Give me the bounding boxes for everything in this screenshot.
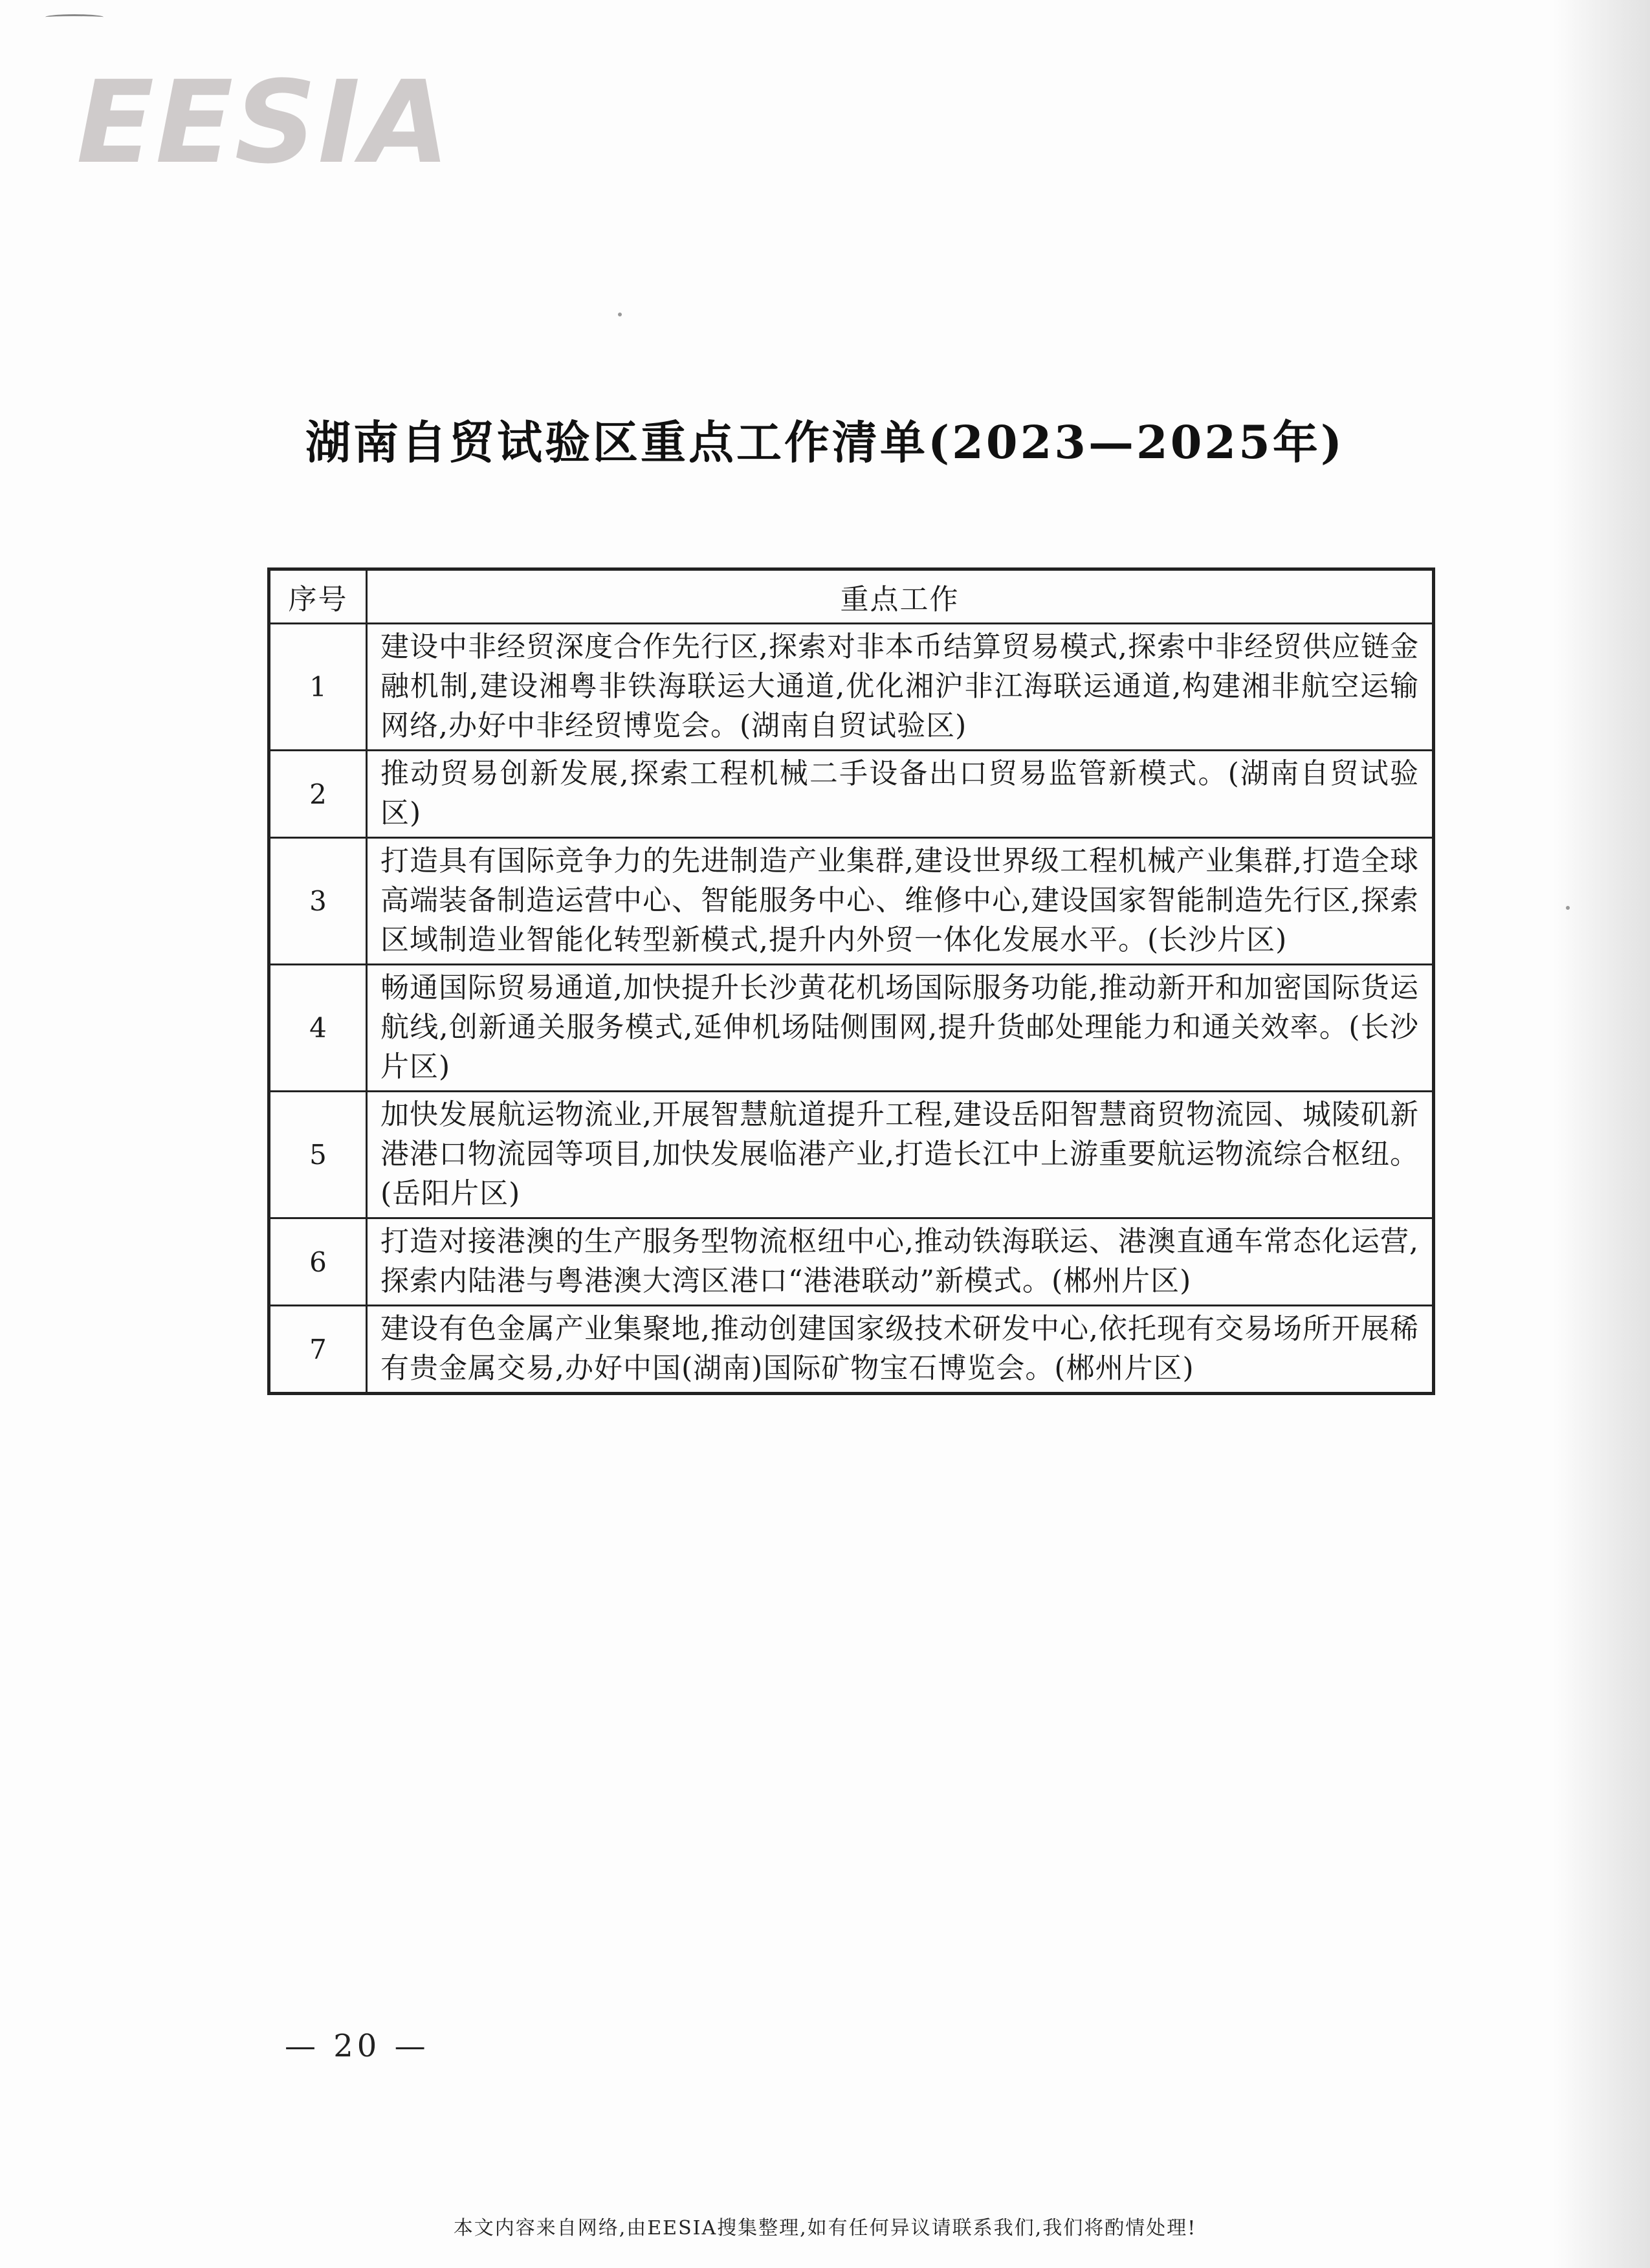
row-number: 7 [269, 1306, 367, 1394]
row-number: 4 [269, 965, 367, 1092]
table-row [269, 624, 1434, 751]
row-number: 2 [269, 751, 367, 838]
row-text: 打造具有国际竞争力的先进制造产业集群,建设世界级工程机械产业集群,打造全球高端装备制造运营中心、智能服务中心、维修中心,建设国家智能制造先行区,探索区域制造业智能化转型新模式,提升内外贸一体化发展水平。(长沙片区) [367, 838, 1434, 965]
row-text: 推动贸易创新发展,探索工程机械二手设备出口贸易监管新模式。(湖南自贸试验区) [367, 751, 1434, 838]
row-text: 加快发展航运物流业,开展智慧航道提升工程,建设岳阳智慧商贸物流园、城陵矶新港港口物流园等项目,加快发展临港产业,打造长江中上游重要航运物流综合枢纽。(岳阳片区) [367, 1092, 1434, 1218]
scan-speck [618, 313, 622, 316]
table-row [269, 1092, 1434, 1218]
scan-speck [1566, 906, 1570, 910]
scan-mark [45, 14, 104, 20]
row-text: 建设中非经贸深度合作先行区,探索对非本币结算贸易模式,探索中非经贸供应链金融机制,建设湘粤非铁海联运大通道,优化湘沪非江海联运通道,构建湘非航空运输网络,办好中非经贸博览会。(湖南自贸试验区) [367, 624, 1434, 751]
row-number: 3 [269, 838, 367, 965]
table-row [269, 965, 1434, 1092]
row-text: 打造对接港澳的生产服务型物流枢纽中心,推动铁海联运、港澳直通车常态化运营,探索内陆港与粤港澳大湾区港口“港港联动”新模式。(郴州片区) [367, 1218, 1434, 1306]
header-work: 重点工作 [367, 569, 1434, 624]
header-number: 序号 [269, 569, 367, 624]
row-text: 畅通国际贸易通道,加快提升长沙黄花机场国际服务功能,推动新开和加密国际货运航线,创新通关服务模式,延伸机场陆侧围网,提升货邮处理能力和通关效率。(长沙片区) [367, 965, 1434, 1092]
page-number: — 20 — [285, 2028, 430, 2064]
table-row [269, 1218, 1434, 1306]
row-number: 1 [269, 624, 367, 751]
table-row [269, 838, 1434, 965]
key-work-table [267, 567, 1435, 1395]
row-text: 建设有色金属产业集聚地,推动创建国家级技术研发中心,依托现有交易场所开展稀有贵金属交易,办好中国(湖南)国际矿物宝石博览会。(郴州片区) [367, 1306, 1434, 1394]
table-header-row [269, 569, 1434, 624]
eesia-logo: EESIA [76, 56, 451, 189]
scan-edge-shadow [1553, 0, 1650, 2268]
footer-disclaimer: 本文内容来自网络,由EESIA搜集整理,如有任何异议请联系我们,我们将酌情处理! [453, 2217, 1197, 2240]
row-number: 6 [269, 1218, 367, 1306]
document-title: 湖南自贸试验区重点工作清单(2023—2025年) [305, 415, 1345, 469]
table-row [269, 1306, 1434, 1394]
row-number: 5 [269, 1092, 367, 1218]
table-row [269, 751, 1434, 838]
